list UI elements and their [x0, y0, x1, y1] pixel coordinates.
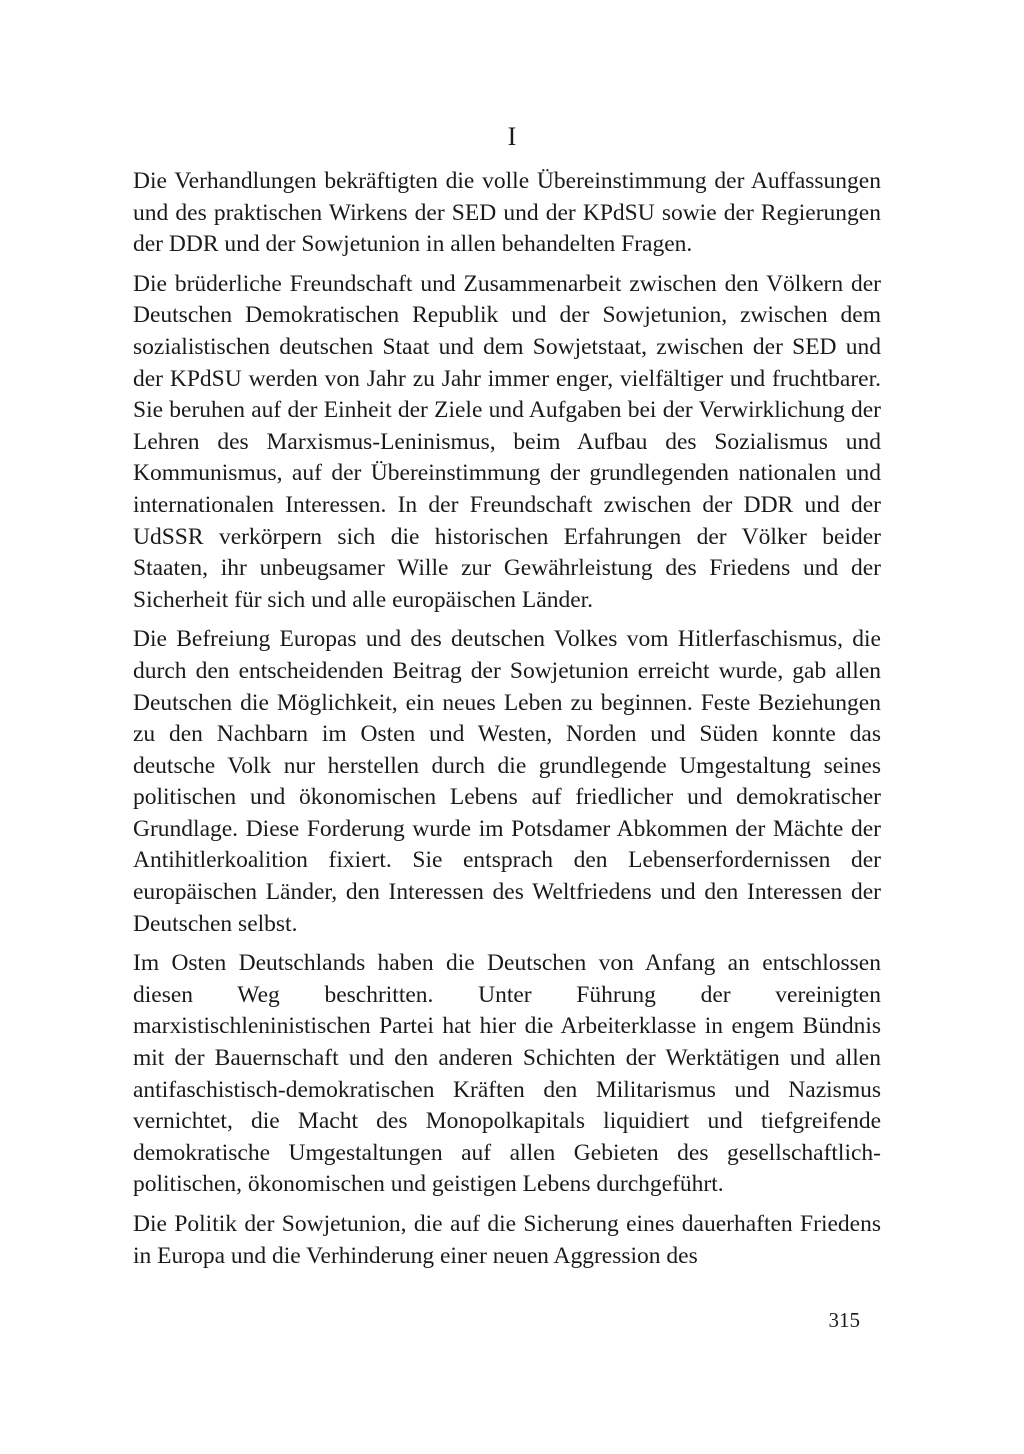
- paragraph-3: Die Befreiung Europas und des deutschen Volkes vom Hitlerfaschismus, die durch den entscheidenden Beitrag der Sowjetunion erreicht wurde, gab allen Deutschen die Möglichkeit, ein neues Leben zu beginnen. Feste Beziehungen zu den Nachbarn im Osten und Westen, Norden und Süden konnte das deutsche Volk nur herstellen durch die grundlegende Umgestaltung seines politischen und ökonomischen Lebens auf friedlicher und demokratischer Grundlage. Diese Forderung wurde im Potsdamer Abkommen der Mächte der Antihitlerkoalition fixiert. Sie entsprach den Lebenserfordernissen der europäischen Länder, den Interessen des Weltfriedens und den Interessen der Deutschen selbst.: [133, 626, 881, 937]
- paragraph-4: Im Osten Deutschlands haben die Deutschen von Anfang an entschlossen diesen Weg beschritten. Unter Führung der vereinigten marxistischleninistischen Partei hat hier die Arbeiterklasse in engem Bündnis mit der Bauernschaft und den anderen Schichten der Werktätigen und allen antifaschistisch-demokratischen Kräften den Militarismus und Nazismus vernichtet, die Macht des Monopolkapitals liquidiert und tiefgreifende demokratische Umgestaltungen auf allen Gebieten des gesellschaftlich-politischen, ökonomischen und geistigen Lebens durchgeführt.: [133, 950, 881, 1198]
- body-text: [133, 166, 881, 1280]
- section-heading: I: [507, 122, 517, 151]
- page-number: 315: [828, 1308, 860, 1332]
- paragraph-5: Die Politik der Sowjetunion, die auf die Sicherung eines dauerhaften Friedens in Europa und die Verhinderung einer neuen Aggression des: [133, 1211, 881, 1269]
- paragraph-2: Die brüderliche Freundschaft und Zusammenarbeit zwischen den Völkern der Deutschen Demokratischen Republik und der Sowjetunion, zwischen dem sozialistischen deutschen Staat und dem Sowjetstaat, zwischen der SED und der KPdSU werden von Jahr zu Jahr immer enger, vielfältiger und fruchtbarer. Sie beruhen auf der Einheit der Ziele und Aufgaben bei der Verwirklichung der Lehren des Marxismus-Leninismus, beim Aufbau des Sozialismus und Kommunismus, auf der Übereinstimmung der grundlegenden nationalen und internationalen Interessen. In der Freundschaft zwischen der DDR und der UdSSR verkörpern sich die historischen Erfahrungen der Völker beider Staaten, ihr unbeugsamer Wille zur Gewährleistung des Friedens und der Sicherheit für sich und alle europäischen Länder.: [133, 270, 881, 613]
- paragraph-1: Die Verhandlungen bekräftigten die volle Übereinstimmung der Auffassungen und des praktischen Wirkens der SED und der KPdSU sowie der Regierungen der DDR und der Sowjetunion in allen behandelten Fragen.: [133, 168, 881, 258]
